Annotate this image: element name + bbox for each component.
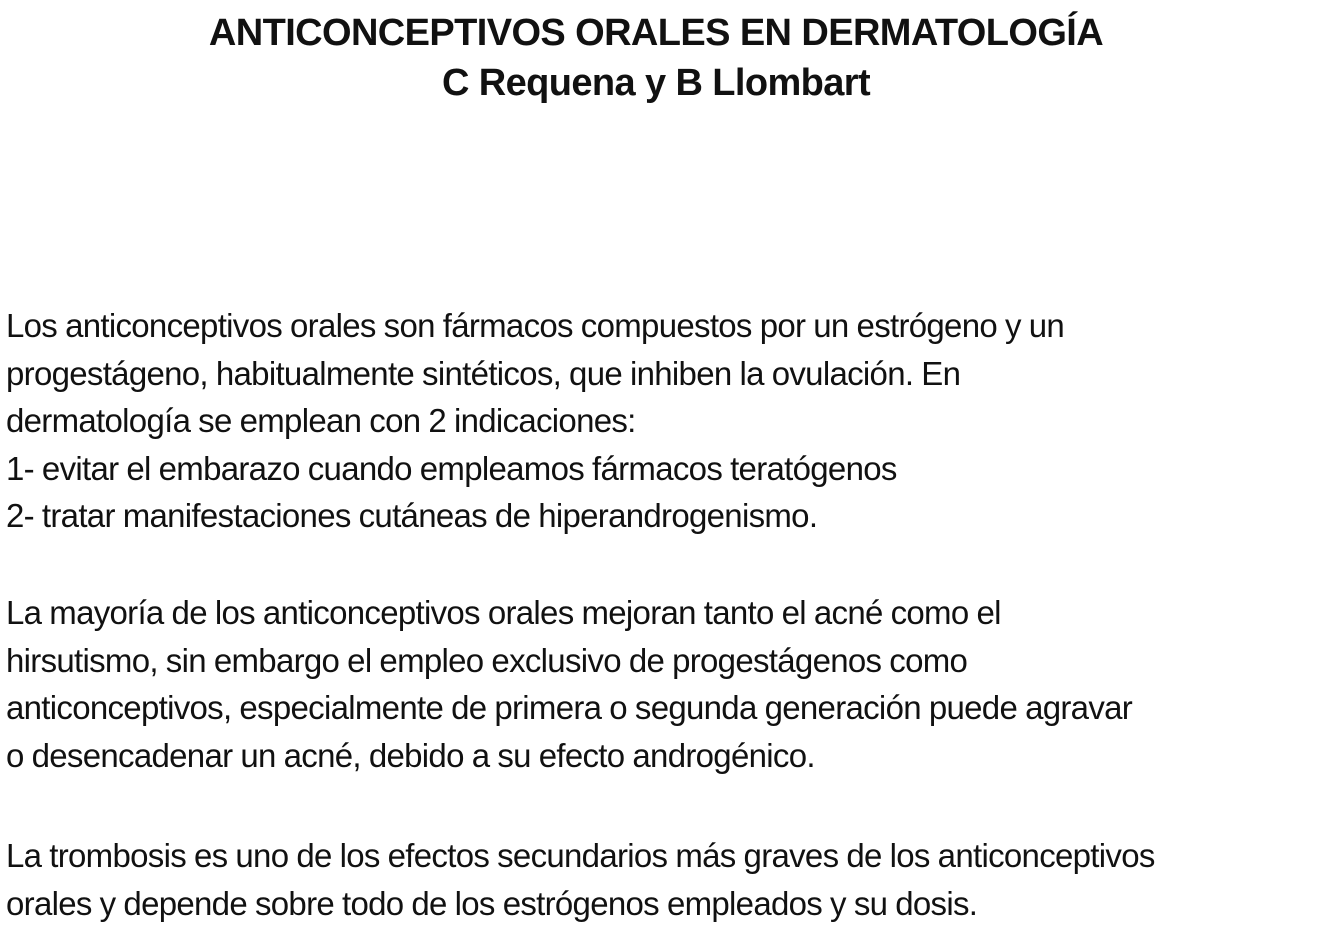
paragraph-line: Los anticonceptivos orales son fármacos compuestos por un estrógeno y un	[6, 302, 1331, 350]
list-item: 1- evitar el embarazo cuando empleamos fármacos teratógenos	[6, 445, 1331, 493]
paragraph-line: o desencadenar un acné, debido a su efecto androgénico.	[6, 732, 1331, 780]
paragraph-line: progestágeno, habitualmente sintéticos, que inhiben la ovulación. En	[6, 350, 1331, 398]
paragraph-intro	[6, 302, 1331, 540]
document-title: ANTICONCEPTIVOS ORALES EN DERMATOLOGÍA	[0, 8, 1312, 58]
paragraph-line: La mayoría de los anticonceptivos orales mejoran tanto el acné como el	[6, 589, 1331, 637]
list-item: 2- tratar manifestaciones cutáneas de hiperandrogenismo.	[6, 492, 1331, 540]
paragraph-line: La trombosis es uno de los efectos secundarios más graves de los anticonceptivos	[6, 832, 1331, 880]
paragraph-line: dermatología se emplean con 2 indicaciones:	[6, 397, 1331, 445]
paragraph-acne	[6, 589, 1331, 779]
paragraph-line: orales y depende sobre todo de los estrógenos empleados y su dosis.	[6, 880, 1331, 927]
paragraph-thrombosis	[6, 832, 1331, 927]
paragraph-line: hirsutismo, sin embargo el empleo exclusivo de progestágenos como	[6, 637, 1331, 685]
paragraph-line: anticonceptivos, especialmente de primera o segunda generación puede agravar	[6, 684, 1331, 732]
title-block	[0, 8, 1312, 108]
document-authors: C Requena y B Llombart	[0, 58, 1312, 108]
